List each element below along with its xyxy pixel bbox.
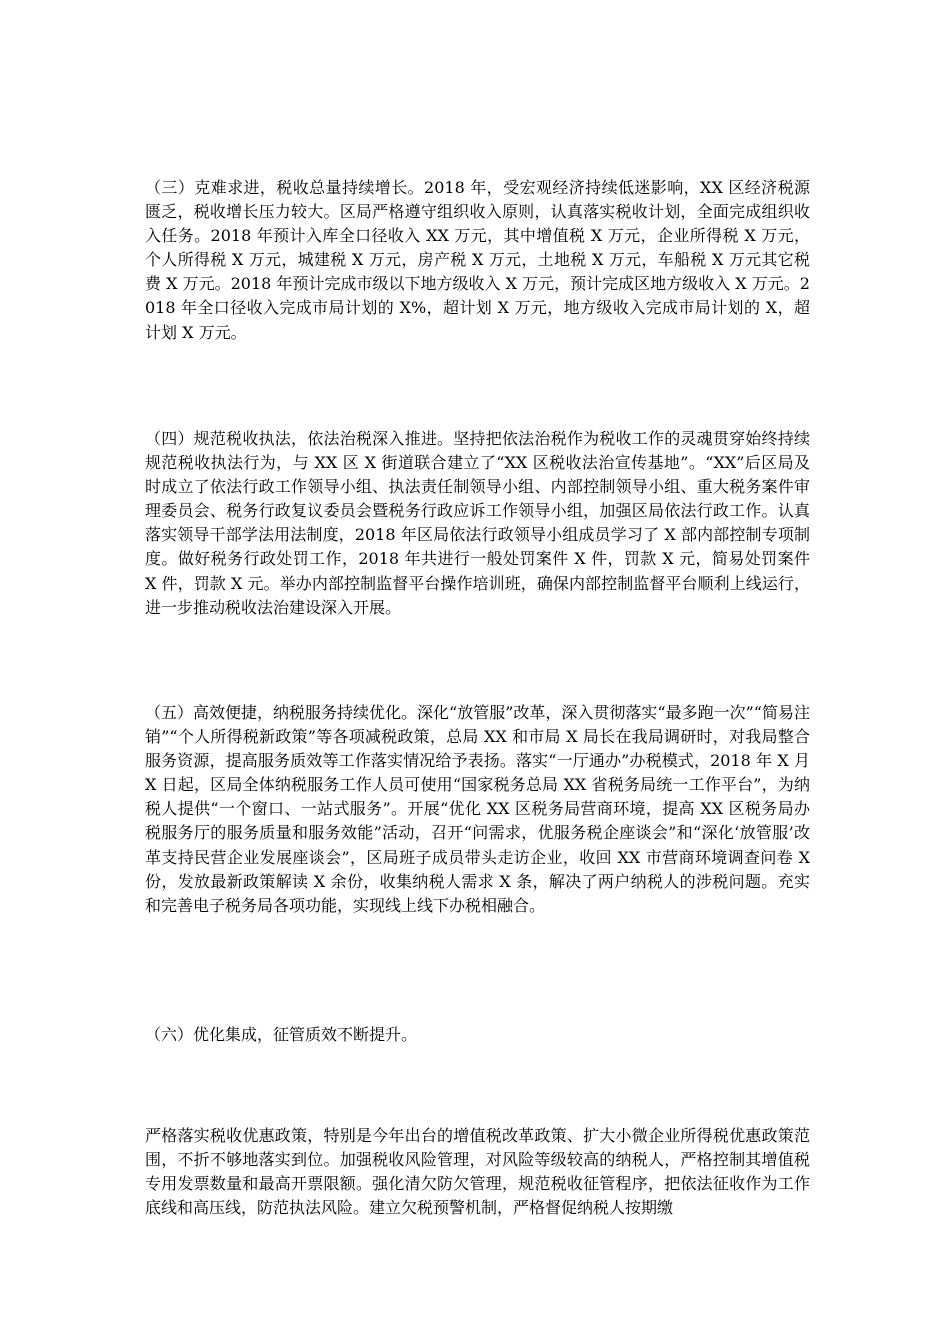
paragraph-section-3: （三）克难求进，税收总量持续增长。2018 年，受宏观经济持续低迷影响，XX 区经济税源匮乏，税收增长压力较大。区局严格遵守组织收入原则，认真落实税收计划，全面完成组织收入任务。2018 年预计入库全口径收入 XX 万元，其中增值税 X 万元，企业所得税 X 万元，个人所得税 X 万元，城建税 X 万元，房产税 X 万元，土地税 X 万元，车船税 X 万元其它税费 X 万元。2018 年预计完成市级以下地方级收入 X 万元，预计完成区地方级收入 X 万元。2018 年全口径收入完成市局计划的 X%，超计划 X 万元，地方级收入完成市局计划的 X，超计划 X 万元。 — [145, 178, 810, 342]
paragraph-section-5: （五）高效便捷，纳税服务持续优化。深化“放管服”改革，深入贯彻落实“最多跑一次”“简易注销”“个人所得税新政策”等各项减税政策，总局 XX 和市局 X 局长在我局调研时，对我局整合服务资源，提高服务质效等工作落实情况给予表扬。落实“一厅通办”办税模式，2018 年 X 月 X 日起，区局全体纳税服务工作人员可使用“国家税务总局 XX 省税务局统一工作平台”，为纳税人提供“一个窗口、一站式服务”。开展“优化 XX 区税务局营商环境，提高 XX 区税务局办税服务厅的服务质量和服务效能”活动，召开“问需求，优服务税企座谈会”和“深化‘放管服’改革支持民营企业发展座谈会”，区局班子成员带头走访企业，收回 XX 市营商环境调查问卷 X 份，发放最新政策解读 X 余份，收集纳税人需求 X 条，解决了两户纳税人的涉税问题。充实和完善电子税务局各项功能，实现线上线下办税相融合。 — [145, 703, 810, 915]
paragraph-section-6-body: 严格落实税收优惠政策，特别是今年出台的增值税改革政策、扩大小微企业所得税优惠政策范围，不折不够地落实到位。加强税收风险管理，对风险等级较高的纳税人，严格控制其增值税专用发票数量和最高开票限额。强化清欠防欠管理，规范税收征管程序，把依法征收作为工作底线和高压线，防范执法风险。建立欠税预警机制，严格督促纳税人按期缴 — [145, 1126, 810, 1218]
paragraph-section-6-heading: （六）优化集成，征管质效不断提升。 — [145, 1025, 418, 1044]
paragraph-section-4: （四）规范税收执法，依法治税深入推进。坚持把依法治税作为税收工作的灵魂贯穿始终持续规范税收执法行为，与 XX 区 X 街道联合建立了“XX 区税收法治宣传基地”。“XX”后区局及时成立了依法行政工作领导小组、执法责任制领导小组、内部控制领导小组、重大税务案件审理委员会、税务行政复议委员会暨税务行政应诉工作领导小组，加强区局依法行政工作。认真落实领导干部学法用法制度，2018 年区局依法行政领导小组成员学习了 X 部内部控制专项制度。做好税务行政处罚工作，2018 年共进行一般处罚案件 X 件，罚款 X 元，简易处罚案件 X 件，罚款 X 元。举办内部控制监督平台操作培训班，确保内部控制监督平台顺利上线运行，进一步推动税收法治建设深入开展。 — [145, 429, 810, 617]
